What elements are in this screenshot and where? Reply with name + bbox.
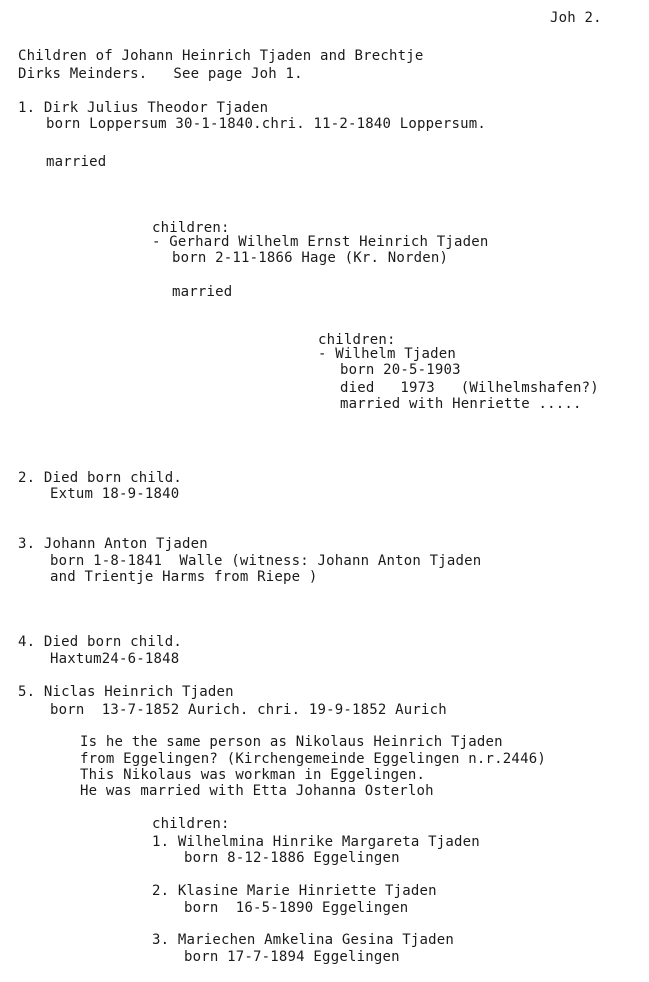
entry-4-detail: Haxtum24-6-1848 [50, 651, 180, 667]
entry-5-note-line-2: from Eggelingen? (Kirchengemeinde Eggelingen n.r.2446) [80, 751, 546, 767]
entry-5-child-2-born: born 16-5-1890 Eggelingen [184, 900, 409, 916]
entry-5-note-line-1: Is he the same person as Nikolaus Heinrich Tjaden [80, 734, 503, 750]
entry-5-name: 5. Niclas Heinrich Tjaden [18, 684, 234, 700]
entry-5-child-1-name: 1. Wilhelmina Hinrike Margareta Tjaden [152, 834, 480, 850]
entry-4-name: 4. Died born child. [18, 634, 182, 650]
entry-1-born: born Loppersum 30-1-1840.chri. 11-2-1840 Loppersum. [46, 116, 487, 132]
entry-1-child-born: born 2-11-1866 Hage (Kr. Norden) [172, 250, 449, 266]
entry-5-child-3-born: born 17-7-1894 Eggelingen [184, 949, 400, 965]
entry-1-grandchild-born: born 20-5-1903 [340, 362, 461, 378]
entry-5-note-line-3: This Nikolaus was workman in Eggelingen. [80, 767, 426, 783]
entry-5-note-line-4: He was married with Etta Johanna Osterloh [80, 783, 434, 799]
entry-2-detail: Extum 18-9-1840 [50, 486, 180, 502]
entry-5-child-2-name: 2. Klasine Marie Hinriette Tjaden [152, 883, 437, 899]
intro-line-1: Children of Johann Heinrich Tjaden and Brechtje [18, 48, 424, 64]
entry-3-line-1: born 1-8-1841 Walle (witness: Johann Anton Tjaden [50, 553, 482, 569]
entry-5-child-1-born: born 8-12-1886 Eggelingen [184, 850, 400, 866]
intro-line-2: Dirks Meinders. See page Joh 1. [18, 66, 303, 82]
entry-1-grandchildren-label: children: [318, 332, 396, 348]
entry-1-name: 1. Dirk Julius Theodor Tjaden [18, 100, 269, 116]
entry-5-child-3-name: 3. Mariechen Amkelina Gesina Tjaden [152, 932, 455, 948]
entry-3-line-2: and Trientje Harms from Riepe ) [50, 569, 318, 585]
entry-3-name: 3. Johann Anton Tjaden [18, 536, 208, 552]
entry-5-children-label: children: [152, 816, 230, 832]
entry-1-married: married [46, 154, 107, 170]
entry-1-child-name: - Gerhard Wilhelm Ernst Heinrich Tjaden [152, 234, 489, 250]
entry-1-children-label: children: [152, 220, 230, 236]
entry-1-child-married: married [172, 284, 233, 300]
entry-1-grandchild-died: died 1973 (Wilhelmshafen?) [340, 380, 599, 396]
entry-1-grandchild-married: married with Henriette ..... [340, 396, 582, 412]
entry-1-grandchild-name: - Wilhelm Tjaden [318, 346, 457, 362]
page-reference: Joh 2. [550, 10, 602, 26]
entry-2-name: 2. Died born child. [18, 470, 182, 486]
entry-5-born: born 13-7-1852 Aurich. chri. 19-9-1852 Aurich [50, 702, 447, 718]
